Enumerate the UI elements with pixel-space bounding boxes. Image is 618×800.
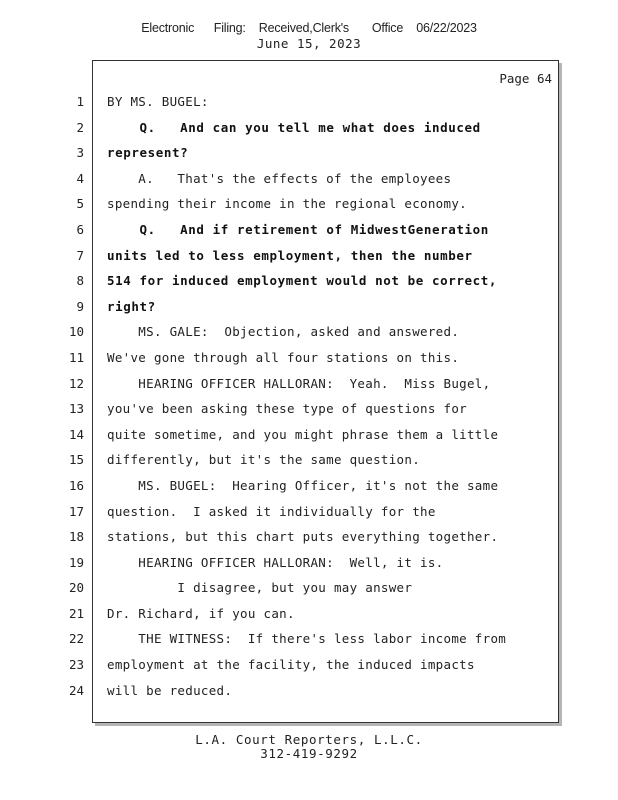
question-text: Q. And if retirement of MidwestGeneration <box>107 221 489 237</box>
line-number: 22 <box>68 631 84 647</box>
line-number: 4 <box>76 170 84 186</box>
line-number: 7 <box>76 247 84 263</box>
transcript-line <box>0 372 618 398</box>
line-text: Dr. Richard, if you can. <box>107 605 295 621</box>
transcript-line <box>0 141 618 167</box>
line-number: 17 <box>68 503 84 519</box>
line-text: HEARING OFFICER HALLORAN: Well, it is. <box>107 554 444 570</box>
question-text: units led to less employment, then the number <box>107 247 473 263</box>
line-number: 15 <box>68 452 84 468</box>
question-text: 514 for induced employment would not be correct, <box>107 273 498 289</box>
line-number: 18 <box>68 529 84 545</box>
line-number: 19 <box>68 554 84 570</box>
transcript-line <box>0 551 618 577</box>
transcript-line <box>0 116 618 142</box>
line-text: MS. BUGEL: Hearing Officer, it's not the same <box>107 477 499 493</box>
transcript-date: June 15, 2023 <box>256 36 362 51</box>
question-text: right? <box>107 298 156 314</box>
transcript-line <box>0 448 618 474</box>
line-number: 6 <box>76 221 84 237</box>
transcript-line <box>0 423 618 449</box>
line-number: 12 <box>68 375 84 391</box>
efiling-stamp: Electronic Filing: Received,Clerk's Office 06/22/2023 <box>141 21 477 35</box>
line-text: HEARING OFFICER HALLORAN: Yeah. Miss Bugel, <box>107 375 491 391</box>
transcript-line <box>0 295 618 321</box>
line-number: 8 <box>76 273 84 289</box>
line-number: 20 <box>68 580 84 596</box>
line-number: 3 <box>76 145 84 161</box>
transcript-line <box>0 653 618 679</box>
line-number: 21 <box>68 605 84 621</box>
transcript-line <box>0 500 618 526</box>
transcript-line <box>0 167 618 193</box>
transcript-line <box>0 627 618 653</box>
transcript-line <box>0 320 618 346</box>
line-text: spending their income in the regional economy. <box>107 196 467 212</box>
reporter-phone: 312-419-9292 <box>260 746 358 761</box>
line-number: 24 <box>68 682 84 698</box>
line-text: differently, but it's the same question. <box>107 452 421 468</box>
line-text: I disagree, but you may answer <box>107 580 413 596</box>
line-text: MS. GALE: Objection, asked and answered. <box>107 324 460 340</box>
transcript-lines <box>0 90 618 704</box>
transcript-line <box>0 602 618 628</box>
line-text: will be reduced. <box>107 682 233 698</box>
line-number: 14 <box>68 426 84 442</box>
transcript-line <box>0 269 618 295</box>
line-number: 16 <box>68 477 84 493</box>
line-number: 9 <box>76 298 84 314</box>
transcript-line <box>0 244 618 270</box>
transcript-line <box>0 218 618 244</box>
footer <box>0 733 618 761</box>
line-text: you've been asking these type of questions for <box>107 401 467 417</box>
transcript-line <box>0 397 618 423</box>
question-text: Q. And can you tell me what does induced <box>107 119 481 135</box>
line-text: quite sometime, and you might phrase them a little <box>107 426 499 442</box>
line-number: 23 <box>68 657 84 673</box>
line-text: We've gone through all four stations on this. <box>107 349 460 365</box>
line-text: stations, but this chart puts everything together. <box>107 529 499 545</box>
line-number: 13 <box>68 401 84 417</box>
line-number: 11 <box>68 349 84 365</box>
line-text: THE WITNESS: If there's less labor income from <box>107 631 507 647</box>
transcript-line <box>0 576 618 602</box>
page-number: Page 64 <box>499 71 552 86</box>
line-number: 5 <box>76 196 84 212</box>
line-text: A. That's the effects of the employees <box>107 170 452 186</box>
transcript-line <box>0 192 618 218</box>
line-number: 2 <box>76 119 84 135</box>
transcript-line <box>0 90 618 116</box>
transcript-line <box>0 346 618 372</box>
line-text: question. I asked it individually for the <box>107 503 436 519</box>
line-text: employment at the facility, the induced impacts <box>107 657 475 673</box>
transcript-line <box>0 474 618 500</box>
reporter-company: L.A. Court Reporters, L.L.C. <box>195 732 423 747</box>
question-text: represent? <box>107 145 189 161</box>
transcript-line <box>0 525 618 551</box>
line-text: BY MS. BUGEL: <box>107 94 209 109</box>
line-number: 1 <box>76 94 84 109</box>
transcript-line <box>0 679 618 705</box>
line-number: 10 <box>68 324 84 340</box>
